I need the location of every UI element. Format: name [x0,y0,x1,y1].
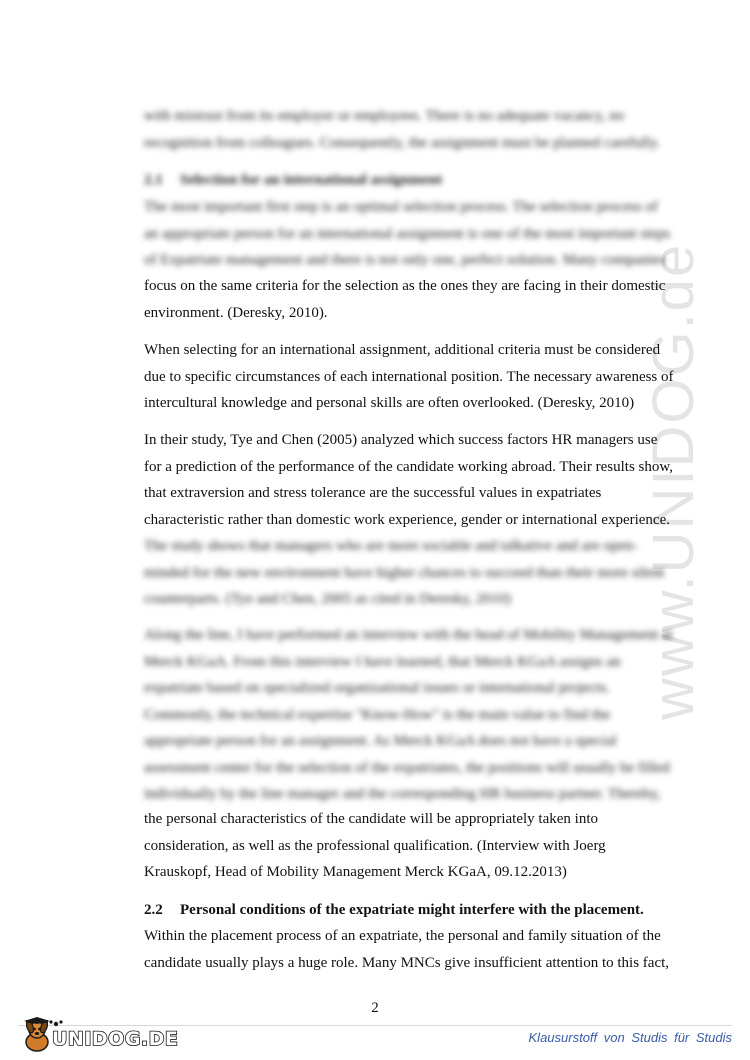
paragraph [144,427,684,533]
text-line: The study shows that managers who are more sociable and talkative and are open- [144,538,638,554]
text-line: When selecting for an international assignment, additional criteria must be considered [144,342,661,358]
text-line: Along the line, I have performed an interview with the head of Mobility Management at [144,627,673,643]
text-line: individually by the line manager and the corresponding HR business partner. Thereby, [144,786,661,802]
text-line: focus on the same criteria for the selection as the ones they are facing in their domestic [144,278,666,294]
paragraph [144,806,684,886]
section-heading [144,172,442,189]
text-line: characteristic rather than domestic work experience, gender or international experience. [144,511,670,528]
dog-mascot-icon [24,1017,50,1051]
paragraph [144,337,684,417]
paw-icon [49,1020,62,1026]
paragraph [144,923,684,976]
paragraph-blurred [144,533,684,613]
text-line: In their study, Tye and Chen (2005) analyzed which success factors HR managers use [144,432,658,448]
section-number: 2.1 [144,172,163,188]
text-line: recognition from colleagues. Consequently, the assignment must be planned carefully. [144,134,661,151]
text-line: Merck KGaA. From this interview I have learned, that Merck KGaA assigns an [144,653,621,670]
text-line: of Expatriate management and there is not only one, perfect solution. Many companies [144,252,666,268]
text-line: intercultural knowledge and personal skills are often overlooked. (Deresky, 2010) [144,395,635,411]
text-line: Within the placement process of an expatriate, the personal and family situation of the [144,928,661,944]
section-heading [144,902,644,919]
footer-slogan: Klausurstoff von Studis für Studis [528,1030,732,1045]
text-line: Commonly, the technical expertise "Know-How" is the main value to find the [144,706,611,723]
text-line: with mistrust from its employer or employees. There is no adequate vacancy, no [144,108,625,124]
paragraph-blurred [144,103,684,156]
paragraph-blurred [144,194,684,274]
paragraph [144,273,684,326]
section-number: 2.2 [144,902,163,918]
text-line: expatriate based on specialized organizational issues or international projects. [144,680,610,696]
text-line: Krauskopf, Head of Mobility Management Merck KGaA, 09.12.2013) [144,864,567,880]
paragraph-blurred [144,622,684,808]
section-title: Selection for an international assignment [180,172,443,188]
text-line: minded for the new environment have higher chances to succeed than their more silent [144,564,665,581]
text-line: the personal characteristics of the candidate will be appropriately taken into [144,811,598,827]
text-line: candidate usually plays a huge role. Many MNCs give insufficient attention to this fact, [144,954,670,971]
text-line: The most important first step is an optimal selection process. The selection process of [144,199,658,215]
section-title: Personal conditions of the expatriate might interfere with the placement. [180,902,644,918]
text-line: environment. (Deresky, 2010). [144,304,328,321]
logo-text: UNIDOG.DE [52,1028,179,1050]
text-line: for a prediction of the performance of the candidate working abroad. Their results show, [144,458,673,475]
text-line: an appropriate person for an international assignment is one of the most important steps [144,225,671,242]
text-line: assessment center for the selection of the expatriates, the positions will usually be filled [144,759,670,776]
watermark: www.UNIDOG.de [641,242,706,720]
page-number: 2 [371,1000,379,1016]
text-line: appropriate person for an assignment. As Merck KGaA does not have a special [144,733,617,749]
text-line: due to specific circumstances of each international position. The necessary awareness of [144,368,674,385]
text-line: counterparts. (Tye and Chen, 2005 as cited in Deresky, 2010) [144,591,512,607]
text-line: that extraversion and stress tolerance are the successful values in expatriates [144,485,602,501]
text-line: consideration, as well as the professional qualification. (Interview with Joerg [144,837,606,854]
